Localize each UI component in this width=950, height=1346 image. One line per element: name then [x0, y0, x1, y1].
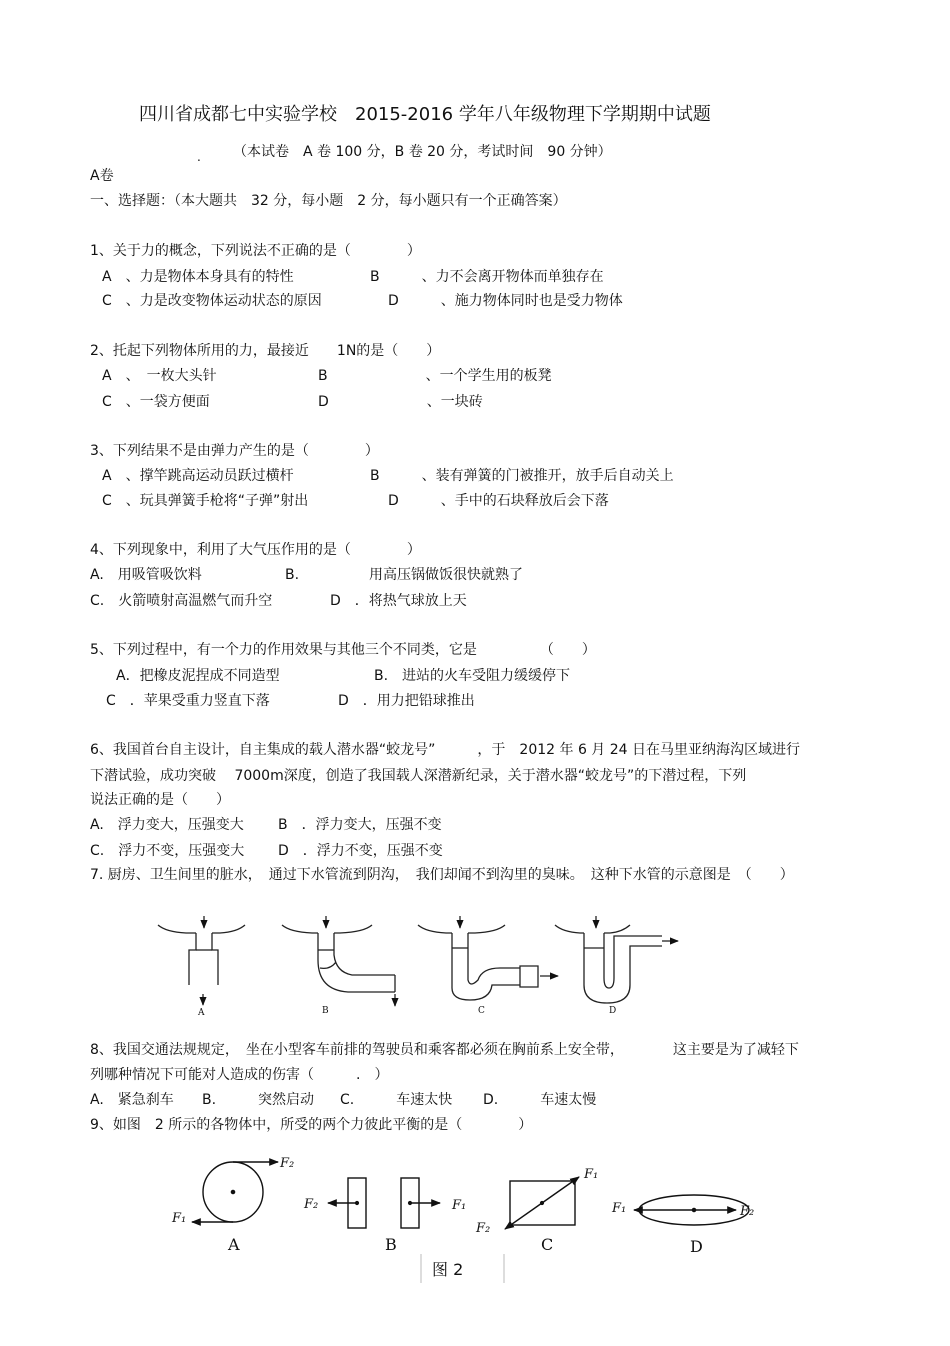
q9-diagram-a — [192, 1162, 278, 1222]
q9-label-a: A — [228, 1235, 240, 1254]
q7-pipe-b — [282, 916, 395, 1006]
q9-d-f2-label: F₂ — [740, 1204, 755, 1219]
q7-stem: 7. 厨房、卫生间里的脏水， 通过下水管流到阴沟， 我们却闻不到沟里的臭味。 这种下水管的示意图是 （ ） — [90, 867, 794, 883]
q9-c-f1-label: F₁ — [584, 1167, 599, 1182]
q5-option-c: C ．苹果受重力竖直下落 — [106, 693, 270, 709]
q9-diagram-c — [505, 1177, 579, 1229]
q8-option-a: A. 紧急刹车 — [90, 1092, 174, 1108]
q1-option-c: C 、力是改变物体运动状态的原因 — [102, 293, 322, 309]
q1-option-a: A 、力是物体本身具有的特性 — [102, 269, 294, 285]
q9-stem: 9、如图 2 所示的各物体中，所受的两个力彼此平衡的是（ ） — [90, 1117, 533, 1133]
q6-option-d: D ．浮力不变，压强不变 — [278, 843, 443, 859]
q4-option-c: C. 火箭喷射高温燃气而升空 — [90, 593, 273, 609]
q8-option-d: D. 车速太慢 — [483, 1092, 597, 1108]
q9-label-c: C — [541, 1235, 554, 1254]
q9-a-f2-label: F₂ — [280, 1156, 295, 1171]
q8-stem-line2: 列哪种情况下可能对人造成的伤害（ . ） — [90, 1067, 389, 1083]
q3-option-a: A 、撑竿跳高运动员跃过横杆 — [102, 468, 294, 484]
q2-option-c: C 、一袋方便面 — [102, 394, 210, 410]
q9-label-b: B — [385, 1235, 397, 1254]
q2-stem: 2、托起下列物体所用的力，最接近 1N的是（ ） — [90, 343, 441, 359]
q7-label-b: B — [322, 1006, 329, 1016]
q1-stem: 1、关于力的概念，下列说法不正确的是（ ） — [90, 243, 421, 259]
part-one-heading: 一、选择题：（本大题共 32 分，每小题 2 分，每小题只有一个正确答案） — [90, 193, 567, 209]
q6-option-b: B ．浮力变大，压强不变 — [278, 817, 442, 833]
q4-stem: 4、下列现象中，利用了大气压作用的是（ ） — [90, 542, 421, 558]
q5-option-a: A．把橡皮泥捏成不同造型 — [116, 668, 280, 684]
q3-stem: 3、下列结果不是由弹力产生的是（ ） — [90, 443, 379, 459]
figure-2-caption: 图 2 — [432, 1260, 464, 1279]
q9-b-f2-label: F₂ — [304, 1197, 319, 1212]
q6-stem-line2: 下潜试验，成功突破 7000m深度，创造了我国载人深潜新纪录，关于潜水器“蛟龙号”的下潜过程，下列 — [90, 768, 747, 784]
q7-pipe-a — [158, 916, 245, 1005]
q4-option-b: B. 用高压锅做饭很快就熟了 — [285, 567, 524, 583]
q5-stem: 5、下列过程中，有一个力的作用效果与其他三个不同类，它是 （ ） — [90, 642, 596, 658]
q7-label-d: D — [609, 1006, 617, 1016]
q9-b-f1-label: F₁ — [452, 1198, 467, 1213]
q9-a-f1-label: F₁ — [172, 1211, 187, 1226]
exam-info: （本试卷 A 卷 100 分，B 卷 20 分，考试时间 90 分钟） — [233, 144, 612, 160]
q6-option-a: A. 浮力变大，压强变大 — [90, 817, 244, 833]
q9-diagram-b — [328, 1178, 440, 1228]
q6-stem-line3: 说法正确的是（ ） — [90, 792, 230, 808]
q8-stem-line1: 8、我国交通法规规定， 坐在小型客车前排的驾驶员和乘客都必须在胸前系上安全带， 这主要是为了减轻下 — [90, 1042, 799, 1058]
q3-option-b: B 、装有弹簧的门被推开，放手后自动关上 — [370, 468, 674, 484]
page-title: 四川省成都七中实验学校 2015-2016 学年八年级物理下学期期中试题 — [139, 104, 711, 125]
q6-option-c: C. 浮力不变，压强变大 — [90, 843, 245, 859]
section-a-label: A卷 — [90, 168, 114, 184]
q9-d-f1-label: F₁ — [612, 1201, 627, 1216]
q7-pipe-c — [418, 916, 558, 1000]
q6-stem-line1: 6、我国首台自主设计，自主集成的载人潜水器“蛟龙号” ，于 2012 年 6 月 24 日在马里亚纳海沟区域进行 — [90, 742, 801, 758]
q7-pipe-d — [555, 916, 678, 1003]
q8-option-c: C. 车速太快 — [340, 1092, 453, 1108]
q9-force-diagrams — [192, 1162, 749, 1229]
q7-label-c: C — [478, 1006, 485, 1016]
q1-option-b: B 、力不会离开物体而单独存在 — [370, 269, 604, 285]
q7-label-a: A — [198, 1008, 205, 1018]
q9-c-f2-label: F₂ — [476, 1221, 491, 1236]
q9-diagram-d — [634, 1195, 749, 1225]
q3-option-d: D 、手中的石块释放后会下落 — [388, 493, 609, 509]
dot-mark: . — [197, 150, 201, 164]
q2-option-a: A 、 一枚大头针 — [102, 368, 217, 384]
q5-option-b: B. 进站的火车受阻力缓缓停下 — [374, 668, 571, 684]
q4-option-a: A. 用吸管吸饮料 — [90, 567, 202, 583]
q7-drain-diagram — [158, 916, 678, 1006]
q2-option-d: D 、一块砖 — [318, 394, 483, 410]
q9-label-d: D — [690, 1237, 703, 1256]
q1-option-d: D 、施力物体同时也是受力物体 — [388, 293, 623, 309]
q2-option-b: B 、一个学生用的板凳 — [318, 368, 552, 384]
q8-option-b: B. 突然启动 — [202, 1092, 315, 1108]
q5-option-d: D ．用力把铅球推出 — [338, 693, 475, 709]
q4-option-d: D ．将热气球放上天 — [330, 593, 467, 609]
q3-option-c: C 、玩具弹簧手枪将“子弹”射出 — [102, 493, 309, 509]
